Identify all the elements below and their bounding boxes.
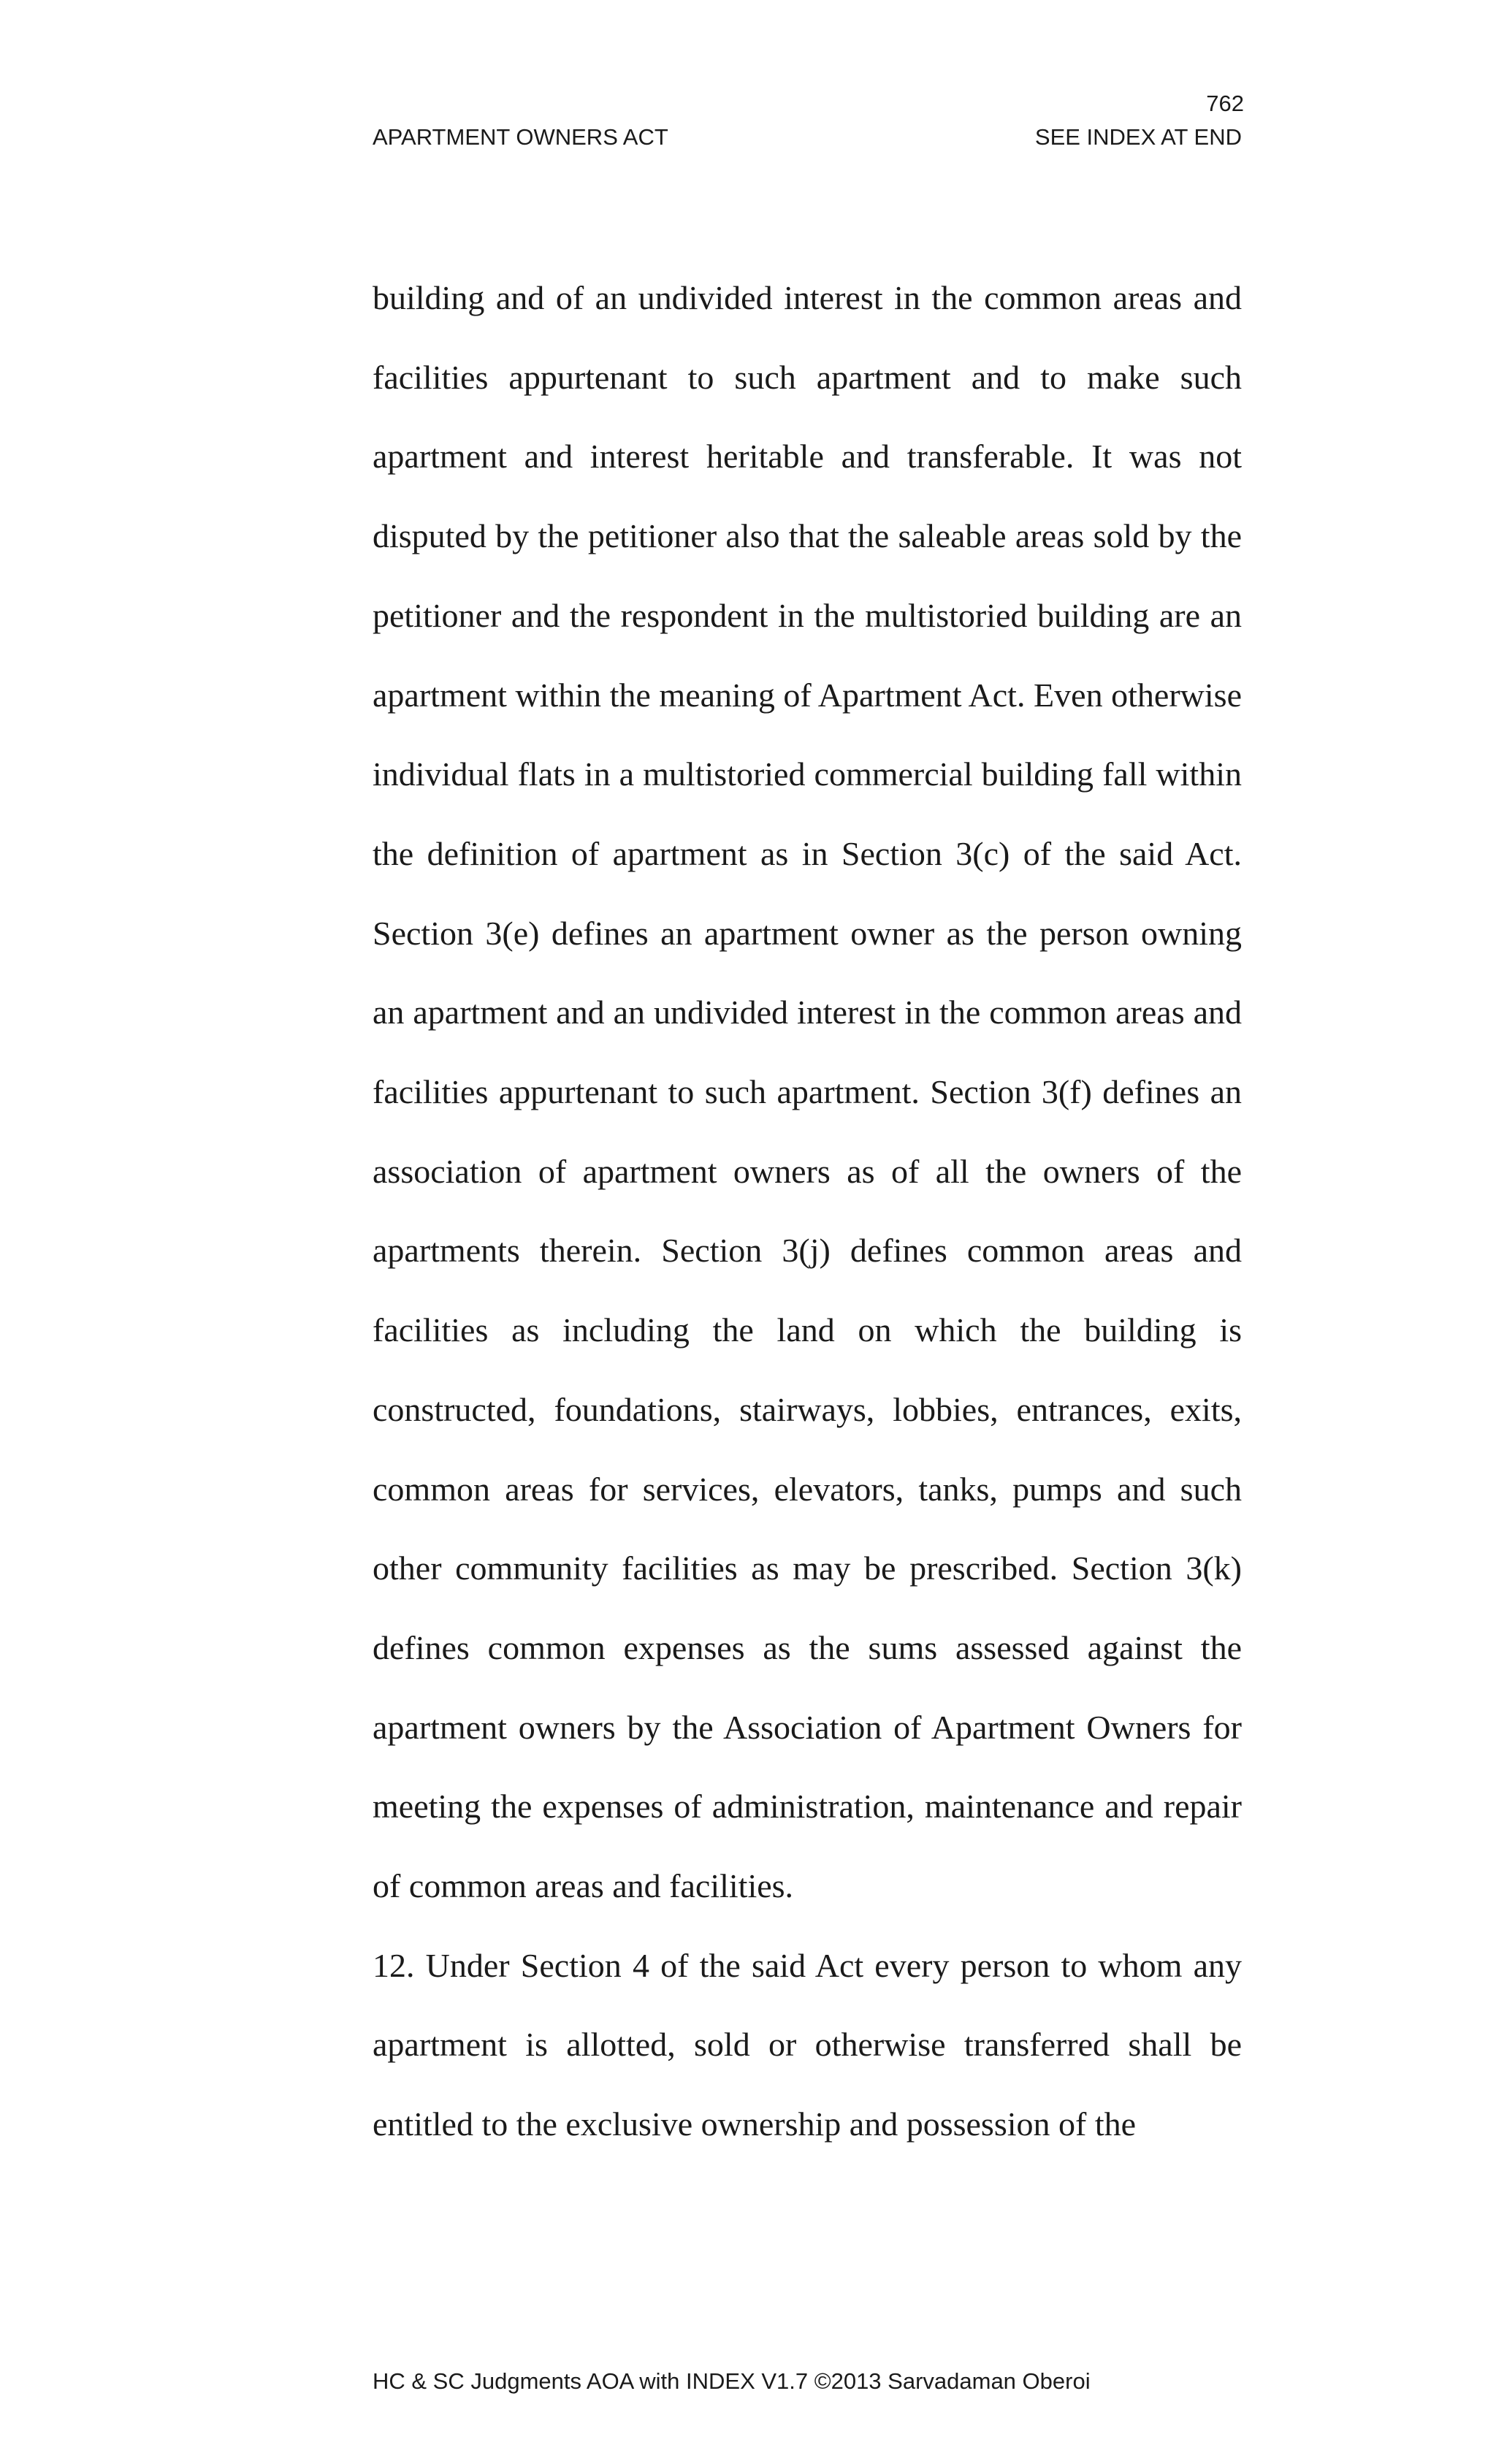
running-header-index-note: SEE INDEX AT END	[1034, 124, 1242, 150]
body-paragraph-1: building and of an undivided interest in the common areas and facilities appurtenant to such apartment and to make such apartment and interest heritable and transferable. It was not disputed by the petitioner also that the saleable areas sold by the petitioner and the respondent in the multistoried building are an apartment within the meaning of Apartment Act. Even otherwise individual flats in a multistoried commercial building fall within the definition of apartment as in Section 3(c) of the said Act. Section 3(e) defines an apartment owner as the person owning an apartment and an undivided interest in the common areas and facilities appurtenant to such apartment. Section 3(f) defines an association of apartment owners as of all the owners of the apartments therein. Section 3(j) defines common areas and facilities as including the land on which the building is constructed, foundations, stairways, lobbies, entrances, exits, common areas for services, elevators, tanks, pumps and such other community facilities as may be prescribed. Section 3(k) defines common expenses as the sums assessed against the apartment owners by the Association of Apartment Owners for meeting the expenses of administration, maintenance and repair of common areas and facilities.	[373, 279, 1242, 1905]
page-number: 762	[1206, 91, 1244, 116]
document-body	[373, 259, 1242, 2164]
page-footer: HC & SC Judgments AOA with INDEX V1.7 ©2013 Sarvadaman Oberoi	[373, 2368, 1091, 2394]
body-paragraph-2: 12. Under Section 4 of the said Act every person to whom any apartment is allotted, sold or otherwise transferred shall be entitled to the exclusive ownership and possession of the	[373, 1946, 1242, 2143]
running-header-title: APARTMENT OWNERS ACT	[373, 124, 668, 150]
